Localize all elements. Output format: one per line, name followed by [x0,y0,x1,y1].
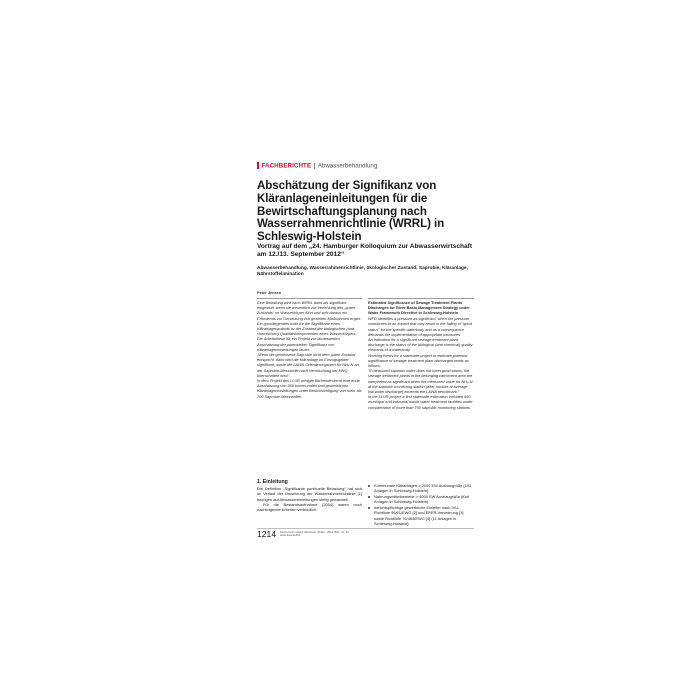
article-keywords: Abwasserbehandlung, Wasserrahmenrichtlinie, ökologischer Zustand, Saprobie, Kläranlage, Nährstoffelimination [257,266,468,277]
abstract-en-paragraph: “If measured saprobic index does not meet good status, the sewage treatment plants in the belonging catchment area are interpreted as significant when the measured value for NH₄-N at the saprobic monitoring station (after mixture at average low water discharge) exceeds the LAWA benchmark.” [368,369,473,394]
article-title: Abschätzung der Signifikanz von Kläranlageneinleitungen für die Bewirtschaftungsplanung nach Wasserrahmenrichtlinie (WRRL) in Schleswig-Holstein [257,179,445,244]
bullet-icon [368,485,370,487]
article-subtitle: Vortrag auf dem „24. Hamburger Kolloquium zur Abwasserwirtschaft am 12./13. September 2012“ [257,243,473,258]
rubric-subcategory: Abwasserbehandlung [317,162,378,170]
abstract-german [257,301,362,400]
rubric-accent-bar [257,162,259,169]
abstract-de-rule [257,298,362,299]
bullet-icon [368,496,370,498]
section-rubric [257,162,377,171]
criteria-text: Kommunale Kläranlagen > 2000 EW Ausbaugröße (192 Anlagen in Schleswig-Holstein) [374,483,472,494]
criteria-text: Nahrungsmittelbetriebe > 4000 EW Ausbaugröße (fünf Anlagen in Schleswig-Holstein) [374,493,469,505]
footer-rule [257,528,474,529]
body-paragraph: Die Definition „Signifikante punktuelle Belastung“ hat sich im Verlauf der Umsetzung der Wasserrahmenrichtlinie [1] bezogen auf Abwassereinleitungen stetig gewandelt. [257,485,362,502]
article-author: Peter Jensen [257,290,282,295]
abstract-en-rule [368,298,474,299]
section-introduction [257,479,362,512]
footer-meta-line: KA Korrespondenz Abwasser, Abfall · 2012 (59) · Nr. 12 [280,530,349,534]
abstract-en-paragraph: An indication for a significant sewage treatment plant discharge is the status of the biological (and chemical) quality elements of a waterbody. [368,337,473,353]
footer-meta [280,531,349,538]
abstract-de-paragraph: Ein grundlegendes Indiz für die Signifikanz eines Kläranlagenzulaufs ist der Zustand der biologischen (und chemischen) Qualitätskomponenten eines Wasserkörpers. [257,321,357,337]
section-heading: 1. Einleitung [257,479,288,485]
body-paragraph: Für die Bestandsaufnahme (2004) waren noch nachfolgende Kriterien verbindlich: [257,501,362,513]
abstract-english [368,301,474,411]
footer-meta-line: www.dwa.de/KA [280,533,301,538]
criteria-text: berichtspflichtige gewerbliche Einleiter nach IVU-Richtlinie 96/61/EWG [2] und EPER-Verordnung [3] sowie Richtlinie 76/464/EWG [4] (11 Anlagen in Schleswig-Holstein) [374,504,464,526]
criteria-item [368,494,474,505]
abstract-de-paragraph: Die Arbeitsthese für ein Projekt zur landesweiten Abschätzung der potenziellen Signifikanz von Kläranlageneinleitungen lautet: [257,337,340,352]
abstract-de-paragraph: „Wenn die gemessene Saprobie nicht dem guten Zustand entspricht, dann wird die Kläranlage im Einzugsgebiet signifikant, sowie die LAWA-Orientierungswert für NH₄-N an der Saprobie-Messstelle nach Vermischung bei MNQ überschritten wird.“ [257,353,359,378]
criteria-item [368,505,474,526]
criteria-item [368,483,474,494]
abstract-de-paragraph: Eine Belastung wird nach WRRL dann als signifikant eingestuft, wenn sie wesentlich zur Verfehlung des „guten Zustands“ im Wasserkörper führt und sich daraus ein Erfordernis zur Umsetzung von gezielten Maßnahmen ergibt. [257,301,361,321]
rubric-separator [314,163,315,169]
criteria-list [368,483,474,527]
bullet-icon [368,507,370,509]
abstract-en-title: Estimated Significance of Sewage Treatment Plants Discharges for River Basin Management Strategy under Water Framework Directive in Schleswig-Holstein [368,301,470,316]
abstract-en-paragraph: In the LLUR-project a first statewide estimation included 950 municipal and industrial waste water treatment facilities under consideration of more than 700 saprobic monitoring stations. [368,395,473,410]
page-number: 1214 [257,529,277,539]
abstract-en-paragraph: WFD identifies a pressure as significant, when the pressure contributes to an impact that may result in the failing of “good status” for the specific waterbody and as a consequence demands the implementation of appropriate measures. [368,317,472,337]
rubric-category: FACHBERICHTE [261,162,312,170]
abstract-de-paragraph: In dem Projekt des LLUR erfolgte flächendeckend eine erste Abschätzung von 950 kommunalen und gewerblichen Kläranlageneinleitungen unter Berücksichtigung von mehr als 700 Saprobie-Messstellen. [257,379,362,399]
abstract-en-paragraph: Working thesis for a statewide project to estimate potential significance of sewage treatment plant discharges reads as follows: [368,353,469,368]
